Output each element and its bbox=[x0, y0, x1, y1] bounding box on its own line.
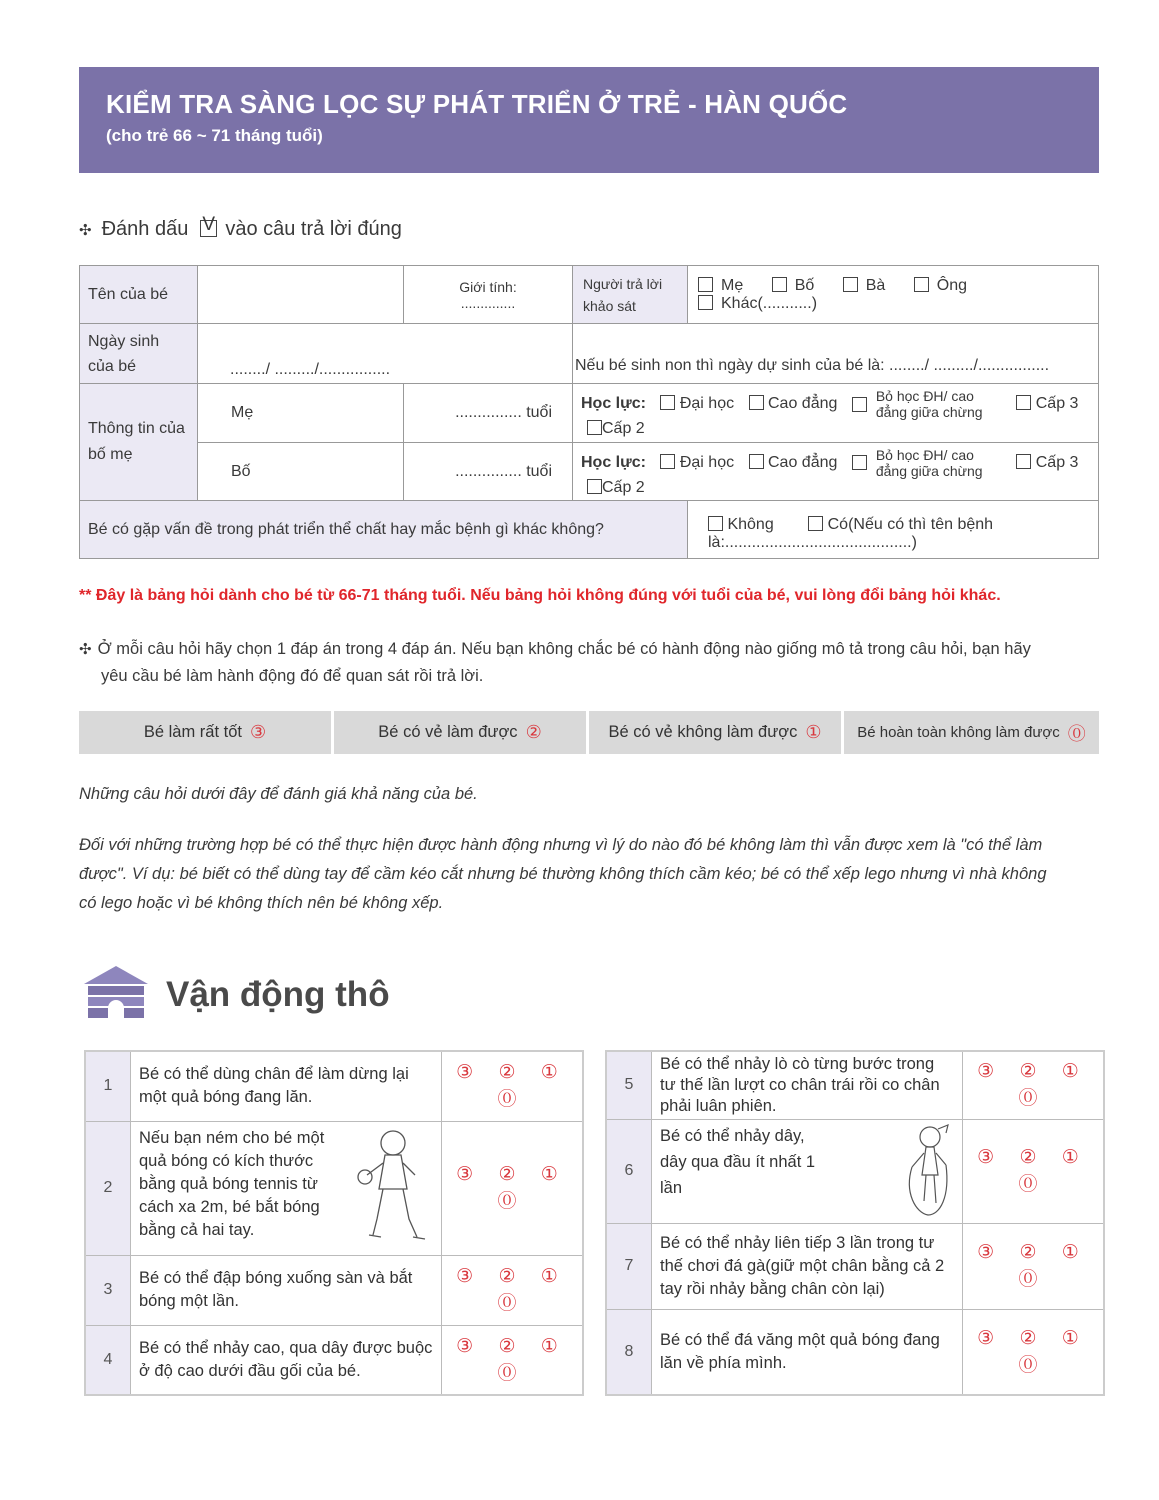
questions-right-table bbox=[605, 1050, 1105, 1396]
table-row bbox=[606, 1051, 1104, 1119]
child-catching-ball-figure bbox=[355, 1127, 433, 1249]
notes-line-1: Những câu hỏi dưới đây để đánh giá khả năng của bé. bbox=[79, 785, 478, 803]
question-text: Bé có thể đá văng một quả bóng đang lăn về phía mình. bbox=[652, 1309, 963, 1395]
checkbox-icon bbox=[749, 454, 764, 469]
page-title: KIỂM TRA SÀNG LỌC SỰ PHÁT TRIỂN Ở TRẺ - HÀN QUỐC bbox=[106, 89, 848, 119]
question-number: 7 bbox=[606, 1223, 652, 1309]
checkbox-icon bbox=[587, 420, 602, 435]
section-title: Vận động thô bbox=[166, 975, 390, 1014]
checkbox-icon bbox=[698, 277, 713, 292]
education-label: Học lực: bbox=[581, 453, 646, 471]
gender-blank: .............. bbox=[460, 294, 516, 311]
score-options[interactable]: ③ ② ① ⓪ bbox=[442, 1325, 584, 1395]
health-no-option[interactable]: Không bbox=[708, 516, 774, 533]
respondent-option-bo[interactable]: Bố bbox=[772, 277, 815, 295]
dob-field[interactable]: ......../ ........./................ bbox=[198, 324, 573, 384]
checkbox-icon bbox=[852, 397, 867, 412]
father-age-field[interactable]: ............... tuổi bbox=[404, 443, 573, 501]
checkbox-icon bbox=[914, 277, 929, 292]
house-icon bbox=[82, 964, 150, 1020]
question-number: 2 bbox=[85, 1121, 131, 1255]
checkbox-icon bbox=[852, 455, 867, 470]
edu-college[interactable]: Cao đẳng bbox=[749, 395, 838, 412]
checkbox-icon bbox=[749, 395, 764, 410]
father-education bbox=[573, 443, 1099, 501]
gender-label: Giới tính: bbox=[459, 278, 517, 295]
question-text: Bé có thể nhảy lò cò từng bước trong tư thế lần lượt co chân trái rồi co chân phải luân phiên. bbox=[652, 1051, 963, 1119]
table-row bbox=[85, 1051, 583, 1121]
checkbox-icon bbox=[708, 516, 723, 531]
question-text: Bé có thể nhảy liên tiếp 3 lần trong tư thế chơi đá gà(giữ một chân bằng cả 2 tay rồi nhảy bằng chân còn lại) bbox=[652, 1223, 963, 1309]
respondent-option-ba[interactable]: Bà bbox=[843, 277, 886, 295]
table-row bbox=[85, 1121, 583, 1255]
respondent-label: Người trả lời khảo sát bbox=[573, 266, 688, 324]
rating-scale bbox=[79, 711, 1099, 754]
question-text-cell: Nếu bạn ném cho bé một quả bóng có kích thước bằng quả bóng tennis từ cách xa 2m, bé bắt bóng bằng cả hai tay. bbox=[131, 1121, 442, 1255]
instruction-pre: Đánh dấu bbox=[101, 218, 189, 240]
questions-left-table bbox=[84, 1050, 584, 1396]
scale-item-2: Bé có vẻ làm được ② bbox=[334, 711, 586, 754]
edu-college[interactable]: Cao đẳng bbox=[749, 454, 838, 471]
table-row bbox=[606, 1309, 1104, 1395]
mother-age-field[interactable]: ............... tuổi bbox=[404, 384, 573, 443]
premature-field[interactable]: Nếu bé sinh non thì ngày dự sinh của bé là: ......../ ........./................ bbox=[573, 324, 1099, 384]
score-options[interactable]: ③ ② ① ⓪ bbox=[963, 1309, 1105, 1395]
edu-university[interactable]: Đại học bbox=[660, 395, 734, 412]
question-number: 4 bbox=[85, 1325, 131, 1395]
mother-label: Mẹ bbox=[198, 384, 404, 443]
table-row bbox=[85, 1255, 583, 1325]
respondent-option-other[interactable]: Khác(...........) bbox=[698, 295, 817, 313]
question-number: 1 bbox=[85, 1051, 131, 1121]
page-header bbox=[79, 67, 1099, 173]
notes-line-4: có lego hoặc vì bé không thích nên bé không xếp. bbox=[79, 894, 444, 912]
respondent-option-ong[interactable]: Ông bbox=[914, 277, 967, 295]
checkbox-icon bbox=[1016, 454, 1031, 469]
checkbox-icon bbox=[698, 295, 713, 310]
education-label: Học lực: bbox=[581, 395, 646, 413]
checkbox-icon bbox=[772, 277, 787, 292]
gender-cell[interactable] bbox=[404, 266, 573, 324]
health-options bbox=[688, 501, 1099, 559]
question-text: Bé có thể dùng chân để làm dừng lại một quả bóng đang lăn. bbox=[131, 1051, 442, 1121]
respondent-options bbox=[688, 266, 1099, 324]
father-label: Bố bbox=[198, 443, 404, 501]
checkbox-icon bbox=[660, 454, 675, 469]
question-text: Bé có thể đập bóng xuống sàn và bắt bóng một lần. bbox=[131, 1255, 442, 1325]
scale-item-3: Bé làm rất tốt ③ bbox=[79, 711, 331, 754]
notes-line-2: Đối với những trường hợp bé có thể thực hiện được hành động nhưng vì lý do nào đó bé không làm thì vẫn được xem là "có thể làm bbox=[79, 836, 1043, 854]
question-text-cell: Bé có thể nhảy dây, dây qua đầu ít nhất 1 lần bbox=[652, 1119, 963, 1223]
question-number: 6 bbox=[606, 1119, 652, 1223]
child-jumping-rope-figure bbox=[902, 1123, 954, 1219]
checkbox-icon bbox=[660, 395, 675, 410]
notes-line-3: được". Ví dụ: bé biết có thể dùng tay để cầm kéo cắt nhưng bé thường không thích cầm kéo; bé có thể xếp lego nhưng vì nhà không bbox=[79, 865, 1047, 883]
table-row bbox=[85, 1325, 583, 1395]
edu-high-school[interactable]: Cấp 3 bbox=[1016, 395, 1078, 412]
scale-item-1: Bé có vẻ không làm được ① bbox=[589, 711, 841, 754]
checkbox-icon bbox=[808, 516, 823, 531]
edu-dropout[interactable]: Bỏ học ĐH/ cao đẳng giữa chừng bbox=[852, 388, 1006, 420]
table-row bbox=[606, 1119, 1104, 1223]
scale-item-0: Bé hoàn toàn không làm được ⓪ bbox=[844, 711, 1099, 754]
table-row bbox=[606, 1223, 1104, 1309]
checkbox-icon bbox=[587, 479, 602, 494]
score-options[interactable]: ③ ② ① ⓪ bbox=[442, 1255, 584, 1325]
child-name-field[interactable] bbox=[198, 266, 404, 324]
answer-guide: ✣ Ở mỗi câu hỏi hãy chọn 1 đáp án trong 4 đáp án. Nếu bạn không chắc bé có hành động nào giống mô tả trong câu hỏi, bạn hãy yêu cầu bé làm hành động đó để quan sát rồi trả lời. bbox=[79, 636, 1104, 689]
health-yes-option[interactable]: Có(Nếu có thì tên bệnh là:..........................................) bbox=[708, 516, 994, 551]
page-subtitle: (cho trẻ 66 ~ 71 tháng tuổi) bbox=[106, 126, 323, 145]
edu-middle-school[interactable]: Cấp 2 bbox=[587, 479, 645, 496]
score-options[interactable]: ③ ② ① ⓪ bbox=[963, 1051, 1105, 1119]
instruction-post: vào câu trả lời đúng bbox=[225, 218, 402, 240]
four-arrows-icon: ✣ bbox=[79, 222, 92, 239]
edu-middle-school[interactable]: Cấp 2 bbox=[587, 420, 645, 437]
checkbox-icon bbox=[1016, 395, 1031, 410]
edu-university[interactable]: Đại học bbox=[660, 454, 734, 471]
score-options[interactable]: ③ ② ① ⓪ bbox=[963, 1223, 1105, 1309]
info-form bbox=[79, 265, 1099, 559]
question-text: Bé có thể nhảy cao, qua dây được buộc ở độ cao dưới đầu gối của bé. bbox=[131, 1325, 442, 1395]
question-number: 3 bbox=[85, 1255, 131, 1325]
checkbox-icon bbox=[843, 277, 858, 292]
parents-label: Thông tin của bố mẹ bbox=[80, 384, 198, 501]
respondent-option-me[interactable]: Mẹ bbox=[698, 277, 743, 295]
four-arrows-icon: ✣ bbox=[79, 641, 92, 658]
score-options[interactable]: ③ ② ① ⓪ bbox=[442, 1121, 584, 1255]
score-options[interactable]: ③ ② ① ⓪ bbox=[963, 1119, 1105, 1223]
edu-high-school[interactable]: Cấp 3 bbox=[1016, 454, 1078, 471]
mark-instruction bbox=[79, 214, 402, 241]
question-number: 5 bbox=[606, 1051, 652, 1119]
dob-label: Ngày sinh của bé bbox=[80, 324, 198, 384]
question-number: 8 bbox=[606, 1309, 652, 1395]
health-question: Bé có gặp vấn đề trong phát triển thể chất hay mắc bệnh gì khác không? bbox=[80, 501, 688, 559]
checked-box-icon: V bbox=[200, 220, 217, 237]
mother-education bbox=[573, 384, 1099, 443]
age-warning: ** Đây là bảng hỏi dành cho bé từ 66-71 tháng tuổi. Nếu bảng hỏi không đúng với tuổi của bé, vui lòng đổi bảng hỏi khác. bbox=[79, 587, 1001, 604]
child-name-label: Tên của bé bbox=[80, 266, 198, 324]
edu-dropout[interactable]: Bỏ học ĐH/ cao đẳng giữa chừng bbox=[852, 447, 1006, 479]
score-options[interactable]: ③ ② ① ⓪ bbox=[442, 1051, 584, 1121]
